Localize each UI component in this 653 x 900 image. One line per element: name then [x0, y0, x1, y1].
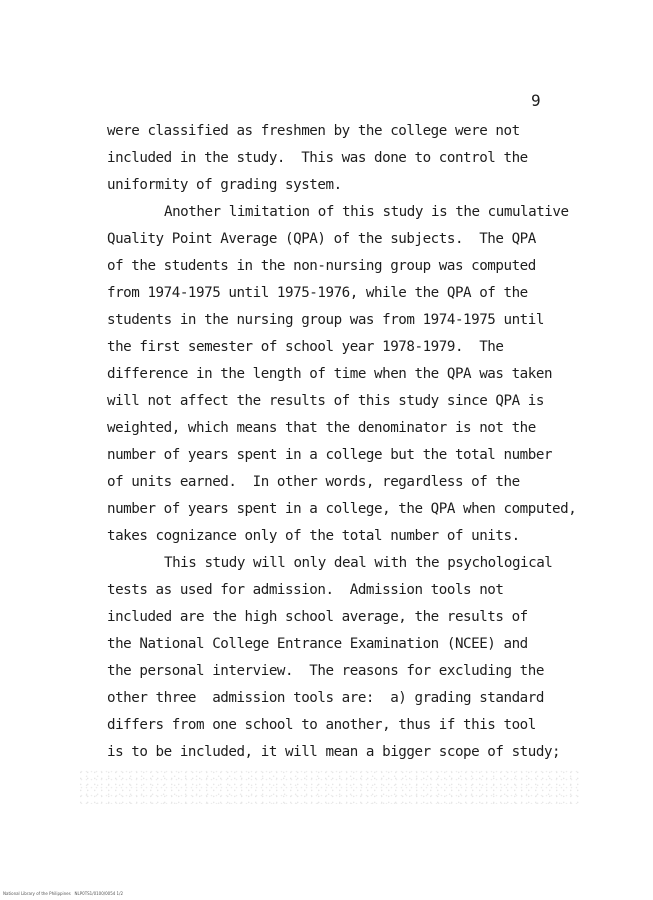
text-line: included in the study. This was done to control the — [107, 150, 528, 166]
text-line: students in the nursing group was from 1974-1975 until — [107, 312, 544, 328]
text-line-paragraph-start: Another limitation of this study is the cumulative — [164, 204, 569, 220]
text-line: of units earned. In other words, regardless of the — [107, 474, 520, 490]
text-line: tests as used for admission. Admission tools not — [107, 582, 504, 598]
text-line: takes cognizance only of the total number of units. — [107, 528, 520, 544]
body-text — [107, 118, 607, 766]
text-line: of the students in the non-nursing group was computed — [107, 258, 536, 274]
text-line: the personal interview. The reasons for excluding the — [107, 663, 544, 679]
text-line: is to be included, it will mean a bigger scope of study; — [107, 744, 561, 760]
text-line-paragraph-start: This study will only deal with the psychological — [164, 555, 553, 571]
text-line: number of years spent in a college but the total number — [107, 447, 553, 463]
scan-noise — [80, 770, 580, 804]
text-line: uniformity of grading system. — [107, 177, 342, 193]
text-line: included are the high school average, the results of — [107, 609, 528, 625]
text-line: Quality Point Average (QPA) of the subjects. The QPA — [107, 231, 536, 247]
text-line: were classified as freshmen by the college were not — [107, 123, 520, 139]
archive-footer-note: National Library of the Philippines NLP0TS1/0100/0054 1/2 — [3, 891, 123, 896]
text-line: will not affect the results of this study since QPA is — [107, 393, 544, 409]
text-line: the first semester of school year 1978-1979. The — [107, 339, 504, 355]
page-number: 9 — [531, 91, 541, 110]
text-line: the National College Entrance Examination (NCEE) and — [107, 636, 528, 652]
text-line: number of years spent in a college, the QPA when computed, — [107, 501, 577, 517]
text-line: differs from one school to another, thus if this tool — [107, 717, 536, 733]
text-line: from 1974-1975 until 1975-1976, while the QPA of the — [107, 285, 528, 301]
text-line: weighted, which means that the denominator is not the — [107, 420, 536, 436]
text-line: other three admission tools are: a) grading standard — [107, 690, 544, 706]
text-line: difference in the length of time when the QPA was taken — [107, 366, 553, 382]
